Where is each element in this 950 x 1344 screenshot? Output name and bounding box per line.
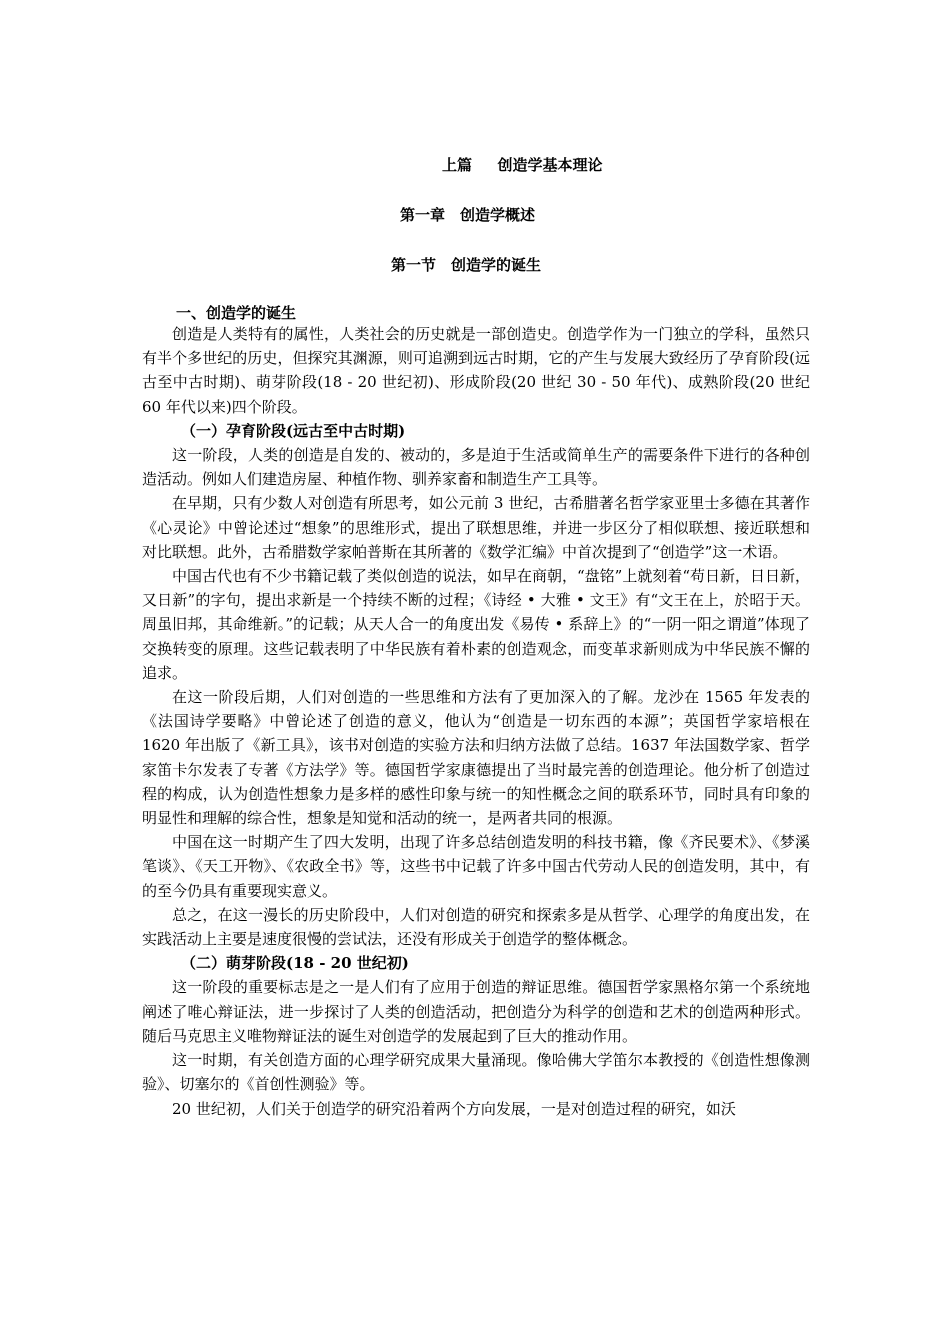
chapter-title: 第一章 创造学概述 <box>400 206 536 224</box>
paragraph: 总之，在这一漫长的历史阶段中，人们对创造的研究和探索多是从哲学、心理学的角度出发，在实践活动上主要是速度很慢的尝试法，还没有形成关于创造学的整体概念。 <box>142 905 810 949</box>
paragraph: 20 世纪初，人们关于创造学的研究沿着两个方向发展，一是对创造过程的研究，如沃 <box>172 1099 736 1118</box>
paragraph: 创造是人类特有的属性，人类社会的历史就是一部创造史。创造学作为一门独立的学科，虽然只有半个多世纪的历史，但探究其渊源，则可追溯到远古时期，它的产生与发展大致经历了孕育阶段(远古至中古时期)、萌芽阶段(18 - 20 世纪初)、形成阶段(20 世纪 30 - 50 年代)、成熟阶段(20 世纪 60 年代以来)四个阶段。 <box>142 325 810 416</box>
paragraph: 在早期，只有少数人对创造有所思考，如公元前 3 世纪，古希腊著名哲学家亚里士多德在其著作《心灵论》中曾论述过“想象”的思维形式，提出了联想思维，并进一步区分了相似联想、接近联想和对比联想。此外，古希腊数学家帕普斯在其所著的《数学汇编》中首次提到了“创造学”这一术语。 <box>142 494 810 561</box>
section-title: 第一节 创造学的诞生 <box>391 256 542 274</box>
body-text <box>142 322 810 1121</box>
paragraph: 这一阶段的重要标志是之一是人们有了应用于创造的辩证思维。德国哲学家黑格尔第一个系统地阐述了唯心辩证法，进一步探讨了人类的创造活动，把创造分为科学的创造和艺术的创造两种形式。随后马克思主义唯物辩证法的诞生对创造学的发展起到了巨大的推动作用。 <box>142 978 810 1045</box>
paragraph: 中国在这一时期产生了四大发明，出现了许多总结创造发明的科技书籍，像《齐民要术》、《梦溪笔谈》、《天工开物》、《农政全书》等，这些书中记载了许多中国古代劳动人民的创造发明，其中，有的至今仍具有重要现实意义。 <box>142 833 810 900</box>
paragraph: 在这一阶段后期，人们对创造的一些思维和方法有了更加深入的了解。龙沙在 1565 年发表的《法国诗学要略》中曾论述了创造的意义，他认为“创造是一切东西的本源”；英国哲学家培根在 1620 年出版了《新工具》，该书对创造的实验方法和归纳方法做了总结。1637 年法国数学家、哲学家笛卡尔发表了专著《方法学》等。德国哲学家康德提出了当时最完善的创造理论。他分析了创造过程的构成，认为创造性想象力是多样的感性印象与统一的知性概念之间的联系环节，同时具有印象的明显性和理解的综合性，想象是知觉和活动的统一，是两者共同的根源。 <box>142 688 810 828</box>
part-title: 上篇 创造学基本理论 <box>442 156 603 174</box>
stage-heading-1: （一）孕育阶段(远古至中古时期) <box>181 421 406 440</box>
paragraph: 这一时期，有关创造方面的心理学研究成果大量涌现。像哈佛大学笛尔本教授的《创造性想像测验》、切塞尔的《首创性测验》等。 <box>142 1051 810 1094</box>
paragraph: 这一阶段，人类的创造是自发的、被动的，多是迫于生活或简单生产的需要条件下进行的各种创造活动。例如人们建造房屋、种植作物、驯养家畜和制造生产工具等。 <box>142 446 810 489</box>
stage-heading-2: （二）萌芽阶段(18 - 20 世纪初) <box>181 954 409 973</box>
paragraph: 中国古代也有不少书籍记载了类似创造的说法，如早在商朝，“盘铭”上就刻着“苟日新，日日新，又日新”的字句，提出求新是一个持续不断的过程；《诗经 • 大雅 • 文王》有“文王在上，於昭于天。周虽旧邦，其命维新。”的记载；从天人合一的角度出发《易传 • 系辞上》的“一阴一阳之谓道”体现了交换转变的原理。这些记载表明了中华民族有着朴素的创造观念，而变革求新则成为中华民族不懈的追求。 <box>142 567 811 682</box>
subsection-title: 一、创造学的诞生 <box>176 304 297 322</box>
